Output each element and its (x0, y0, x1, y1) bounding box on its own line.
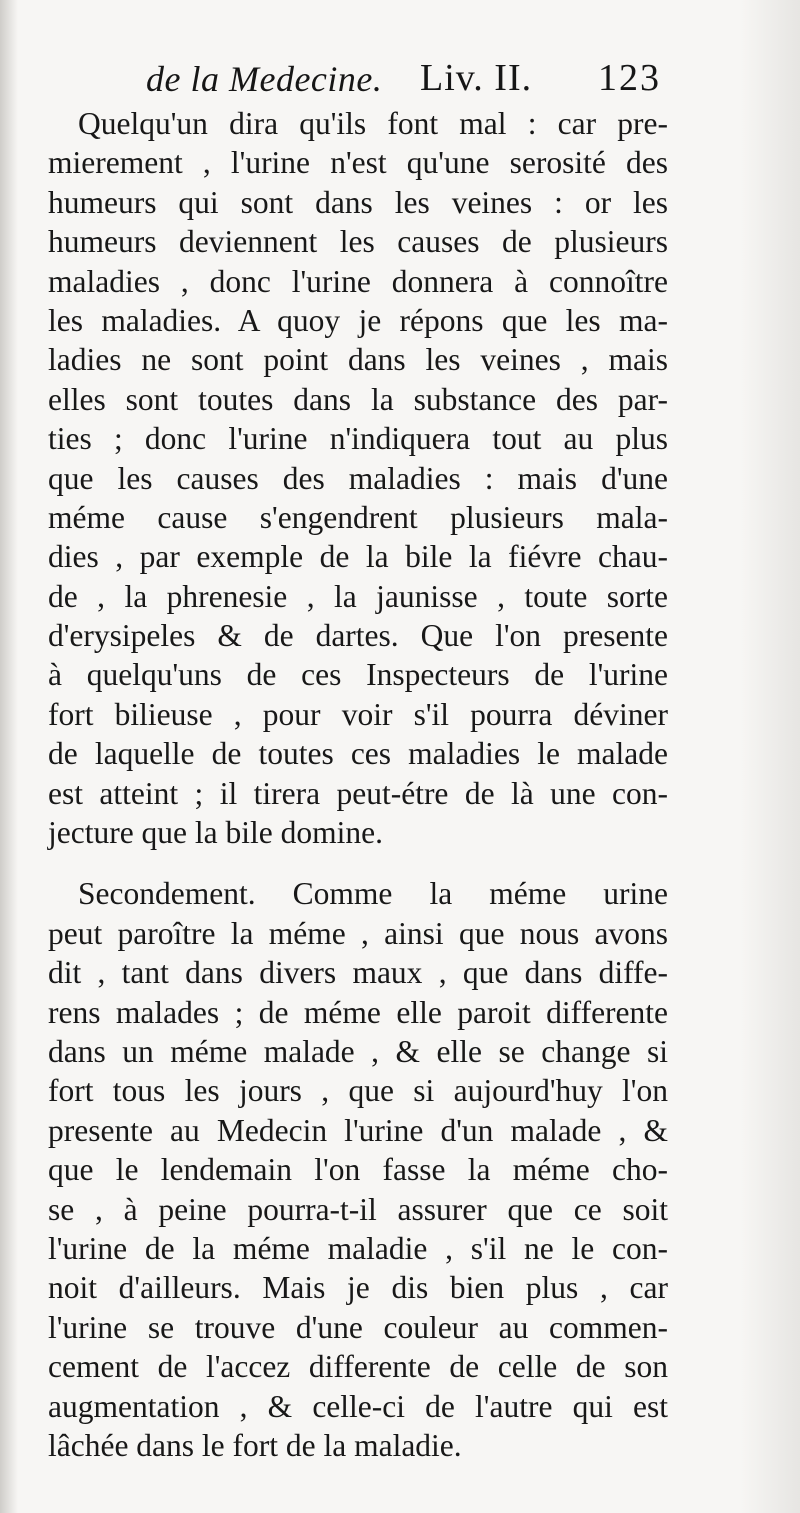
text-line: lâchée dans le fort de la maladie. (48, 1427, 462, 1463)
page-number: 123 (598, 57, 661, 99)
paragraph-gap (48, 852, 668, 874)
text-line: se , à peine pourra-t-il assurer que ce soit (48, 1191, 668, 1227)
body-text (48, 104, 668, 1465)
paragraph-1 (48, 104, 668, 852)
text-line: Secondement. Comme la méme urine (78, 876, 668, 912)
text-line: l'urine se trouve d'une couleur au commen- (48, 1309, 668, 1345)
text-line: peut paroître la méme , ainsi que nous avons (48, 915, 668, 951)
text-line: est atteint ; il tirera peut-étre de là une con- (48, 775, 668, 811)
text-line: de laquelle de toutes ces maladies le malade (48, 736, 668, 772)
text-line: que les causes des maladies : mais d'une (48, 460, 668, 496)
paragraph-2 (48, 874, 668, 1465)
text-line: rens malades ; de méme elle paroit differente (48, 994, 668, 1030)
text-line: l'urine de la méme maladie , s'il ne le con- (48, 1230, 668, 1266)
text-line: dans un méme malade , & elle se change si (48, 1033, 668, 1069)
text-line: méme cause s'engendrent plusieurs mala- (48, 499, 668, 535)
text-line: noit d'ailleurs. Mais je dis bien plus , car (48, 1270, 668, 1306)
text-line: maladies , donc l'urine donnera à connoître (48, 263, 668, 299)
text-line: humeurs qui sont dans les veines : or les (48, 184, 668, 220)
book-reference: Liv. II. (420, 57, 533, 99)
text-line: elles sont toutes dans la substance des par- (48, 381, 668, 417)
text-line: que le lendemain l'on fasse la méme cho- (48, 1152, 668, 1188)
text-line: jecture que la bile domine. (48, 815, 383, 851)
text-line: mierement , l'urine n'est qu'une serosité des (48, 145, 668, 181)
page-gutter-shadow (0, 0, 18, 1513)
page-edge-shadow (740, 0, 800, 1513)
text-line: ladies ne sont point dans les veines , mais (48, 342, 668, 378)
text-line: presente au Medecin l'urine d'un malade , & (48, 1112, 668, 1148)
text-line: dit , tant dans divers maux , que dans diffe- (48, 955, 668, 991)
text-line: les maladies. A quoy je répons que les ma- (48, 302, 668, 338)
page-header (0, 52, 800, 104)
text-line: cement de l'accez differente de celle de son (48, 1349, 668, 1385)
text-line: fort tous les jours , que si aujourd'huy l'on (48, 1073, 668, 1109)
text-line: humeurs deviennent les causes de plusieurs (48, 224, 668, 260)
text-line: d'erysipeles & de dartes. Que l'on presente (48, 618, 668, 654)
text-line: Quelqu'un dira qu'ils font mal : car pre- (78, 106, 668, 141)
text-line: à quelqu'uns de ces Inspecteurs de l'urine (48, 657, 668, 693)
running-title: de la Medecine. (146, 59, 383, 99)
text-line: fort bilieuse , pour voir s'il pourra déviner (48, 696, 668, 732)
text-line: de , la phrenesie , la jaunisse , toute sorte (48, 578, 668, 614)
text-line: dies , par exemple de la bile la fiévre chau- (48, 539, 668, 575)
text-line: augmentation , & celle-ci de l'autre qui est (48, 1388, 668, 1424)
text-line: ties ; donc l'urine n'indiquera tout au plus (48, 421, 668, 457)
